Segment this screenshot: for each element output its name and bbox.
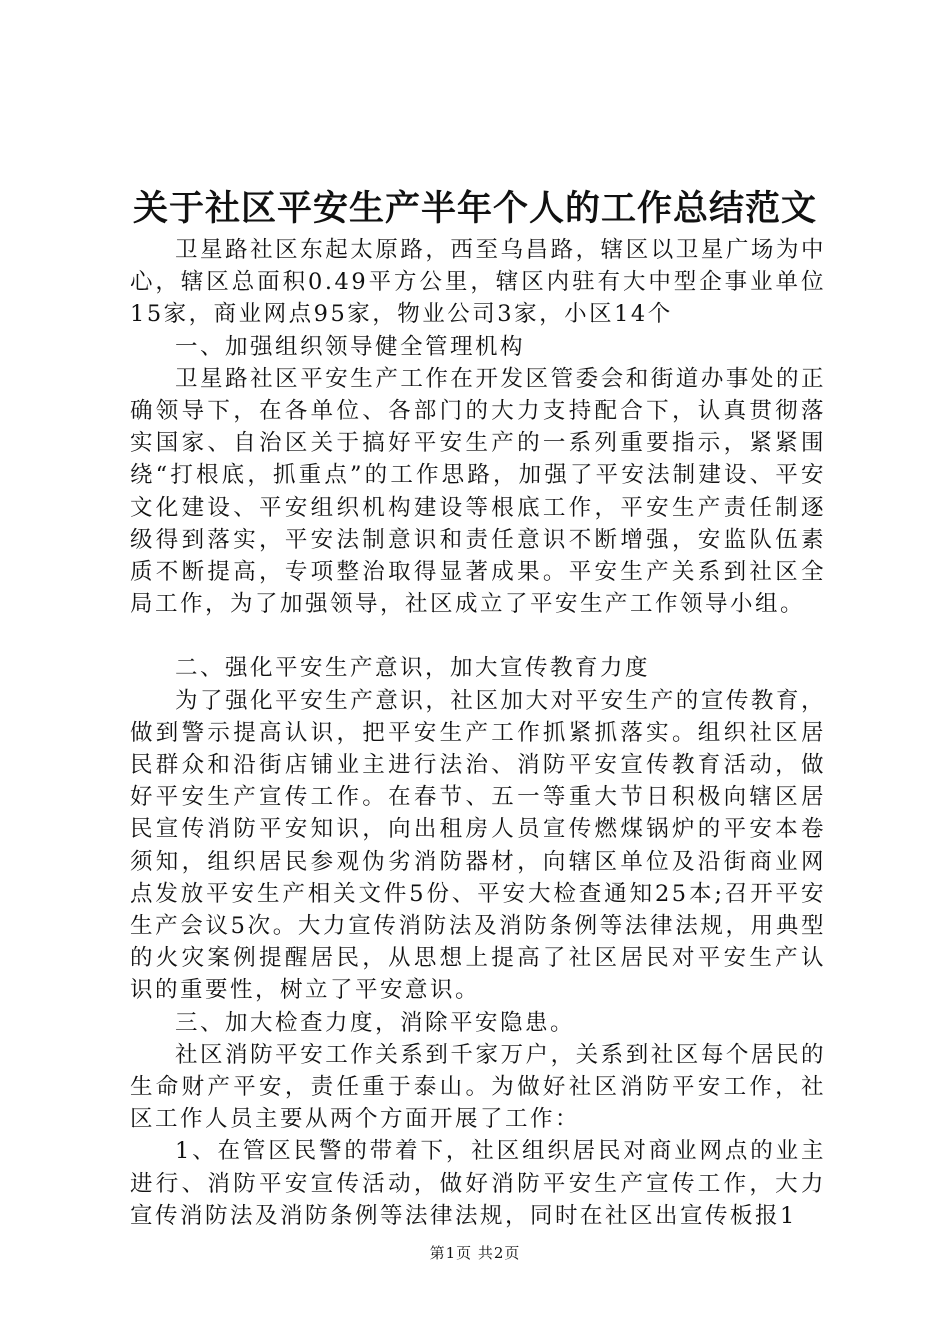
paragraph-section-3-item-1: 1、在管区民警的带着下，社区组织居民对商业网点的业主进行、消防平安宣传活动，做好消防平安生产宣传工作，大力宣传消防法及消防条例等法律法规，同时在社区出宣传板报1: [130, 1138, 826, 1229]
paragraph-intro: 卫星路社区东起太原路，西至乌昌路，辖区以卫星广场为中心，辖区总面积0.49平方公里，辖区内驻有大中型企事业单位15家，商业网点95家，物业公司3家，小区14个: [130, 237, 826, 328]
section-heading-1: 一、加强组织领导健全管理机构: [175, 333, 526, 360]
blank-line: [130, 620, 826, 652]
section-heading-2: 二、强化平安生产意识，加大宣传教育力度: [175, 655, 651, 682]
paragraph-section-3: 社区消防平安工作关系到千家万户，关系到社区每个居民的生命财产平安，责任重于泰山。为做好社区消防平安工作，社区工作人员主要从两个方面开展了工作：: [130, 1041, 826, 1133]
document-body: [130, 234, 826, 1232]
paragraph-section-2: 为了强化平安生产意识，社区加大对平安生产的宣传教育，做到警示提高认识，把平安生产工作抓紧抓落实。组织社区居民群众和沿街店铺业主进行法治、消防平安宣传教育活动，做好平安生产宣传工作。在春节、五一等重大节日积极向辖区居民宣传消防平安知识，向出租房人员宣传燃煤锅炉的平安本卷须知，组织居民参观伪劣消防器材，向辖区单位及沿街商业网点发放平安生产相关文件5份、平安大检查通知25本;召开平安生产会议5次。大力宣传消防法及消防条例等法律法规，用典型的火灾案例提醒居民，从思想上提高了社区居民对平安生产认识的重要性，树立了平安意识。: [130, 687, 826, 1004]
document-title: 关于社区平安生产半年个人的工作总结范文: [132, 188, 817, 229]
paragraph-section-1: 卫星路社区平安生产工作在开发区管委会和街道办事处的正确领导下，在各单位、各部门的大力支持配合下，认真贯彻落实国家、自治区关于搞好平安生产的一系列重要指示，紧紧围绕“打根底，抓重点”的工作思路，加强了平安法制建设、平安文化建设、平安组织机构建设等根底工作，平安生产责任制逐级得到落实，平安法制意识和责任意识不断增强，安监队伍素质不断提高，专项整治取得显著成果。平安生产关系到社区全局工作，为了加强领导，社区成立了平安生产工作领导小组。: [130, 365, 826, 618]
section-heading-3: 三、加大检查力度，消除平安隐患。: [175, 1009, 576, 1036]
page-footer: 第1页 共2页: [429, 1244, 521, 1262]
